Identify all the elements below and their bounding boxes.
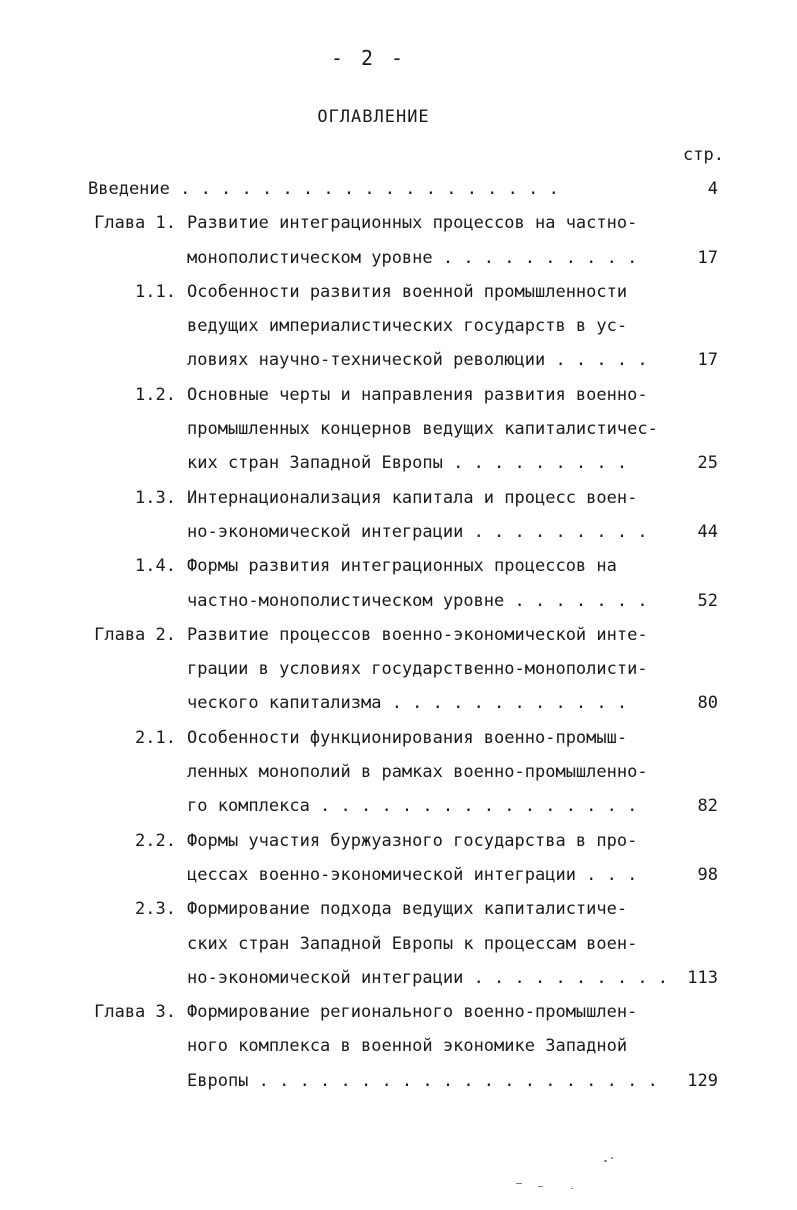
toc-entry-label: 1.4.	[135, 556, 176, 577]
toc-entry-text: Формы развития интеграционных процессов на	[187, 556, 617, 577]
scan-speck	[516, 1183, 522, 1184]
toc-entry-label: 2.2.	[135, 830, 176, 851]
toc-entry-text: Особенности функционирования военно-промыш-	[187, 727, 628, 748]
scan-speck	[571, 1188, 573, 1189]
toc-entry-page: 25	[697, 453, 718, 474]
toc-entry-page: 98	[697, 864, 718, 885]
page-number: - 2 -	[330, 46, 407, 70]
toc-entry-text: Формирование подхода ведущих капиталистиче-	[187, 899, 628, 920]
toc-entry-text: ловиях научно-технической революции . . . . .	[187, 350, 648, 371]
toc-line	[0, 721, 797, 755]
toc-line	[0, 584, 797, 618]
table-of-contents	[0, 172, 797, 1098]
toc-line	[0, 515, 797, 549]
toc-line	[0, 378, 797, 412]
toc-line	[0, 927, 797, 961]
toc-entry-page: 4	[707, 179, 718, 199]
toc-line	[0, 789, 797, 823]
page-column-label: стр.	[683, 145, 724, 165]
toc-line	[0, 858, 797, 892]
toc-line	[0, 241, 797, 275]
toc-entry-text: Интернационализация капитала и процесс воен-	[187, 487, 638, 508]
toc-entry-text: частно-монополистическом уровне . . . . . . .	[187, 590, 648, 611]
toc-line	[0, 618, 797, 652]
toc-line	[0, 172, 797, 206]
toc-entry-page: 17	[697, 350, 718, 371]
toc-entry	[0, 275, 797, 378]
scan-speck	[611, 1157, 613, 1159]
toc-entry-text: но-экономической интеграции . . . . . . . . . .	[187, 967, 669, 988]
toc-entry-label: Глава 2.	[94, 624, 176, 645]
scan-speck	[604, 1160, 607, 1162]
toc-entry	[0, 378, 797, 481]
toc-line	[0, 961, 797, 995]
toc-line	[0, 1029, 797, 1063]
toc-entry-page: 17	[697, 247, 718, 268]
toc-line	[0, 652, 797, 686]
toc-line	[0, 755, 797, 789]
toc-entry-text: Формирование регионального военно-промышлен-	[187, 1002, 638, 1023]
toc-entry-text: ких стран Западной Европы . . . . . . . . .	[187, 453, 628, 474]
toc-line	[0, 343, 797, 377]
toc-title: ОГЛАВЛЕНИЕ	[317, 107, 430, 127]
toc-entry	[0, 549, 797, 618]
toc-entry-page: 113	[687, 967, 718, 988]
toc-entry	[0, 206, 797, 275]
toc-line	[0, 995, 797, 1029]
toc-entry-text: Основные черты и направления развития военно-	[187, 384, 648, 405]
toc-entry	[0, 892, 797, 995]
toc-entry-text: Формы участия буржуазного государства в про-	[187, 830, 638, 851]
toc-entry-text: Введение . . . . . . . . . . . . . . . . . . .	[88, 179, 559, 199]
toc-line	[0, 446, 797, 480]
toc-line	[0, 892, 797, 926]
toc-entry	[0, 172, 797, 206]
toc-entry-text: ских стран Западной Европы к процессам воен-	[187, 933, 638, 954]
toc-entry-label: 1.3.	[135, 487, 176, 508]
toc-entry-label: 2.3.	[135, 899, 176, 920]
toc-line	[0, 481, 797, 515]
toc-entry-label: Глава 1.	[94, 213, 176, 234]
toc-entry-label: 2.1.	[135, 727, 176, 748]
toc-entry-label: 1.2.	[135, 384, 176, 405]
toc-line	[0, 412, 797, 446]
toc-line	[0, 686, 797, 720]
toc-entry-text: цессах военно-экономической интеграции . . .	[187, 864, 638, 885]
toc-entry-label: Глава 3.	[94, 1002, 176, 1023]
toc-entry-page: 129	[687, 1070, 718, 1091]
toc-line	[0, 309, 797, 343]
scan-speck	[538, 1186, 543, 1187]
toc-entry-text: ведущих империалистических государств в ус-	[187, 316, 628, 337]
toc-line	[0, 549, 797, 583]
toc-entry-text: Европы . . . . . . . . . . . . . . . . . . . .	[187, 1070, 658, 1091]
toc-entry-text: Особенности развития военной промышленности	[187, 281, 628, 302]
toc-entry	[0, 995, 797, 1098]
toc-entry-text: грации в условиях государственно-монополисти-	[187, 659, 648, 680]
toc-entry-text: ческого капитализма . . . . . . . . . . . .	[187, 693, 628, 714]
toc-entry-text: Развитие интеграционных процессов на частно-	[187, 213, 638, 234]
toc-line	[0, 1064, 797, 1098]
toc-entry-page: 52	[697, 590, 718, 611]
toc-entry-text: монополистическом уровне . . . . . . . . . .	[187, 247, 638, 268]
toc-entry	[0, 824, 797, 893]
toc-line	[0, 275, 797, 309]
toc-entry-text: ленных монополий в рамках военно-промышленно-	[187, 762, 648, 783]
toc-entry	[0, 721, 797, 824]
toc-entry-page: 80	[697, 693, 718, 714]
toc-line	[0, 824, 797, 858]
toc-line	[0, 206, 797, 240]
toc-entry-text: промышленных концернов ведущих капиталистичес-	[187, 419, 658, 440]
toc-entry-page: 44	[697, 521, 718, 542]
toc-entry-text: но-экономической интеграции . . . . . . . . .	[187, 521, 648, 542]
toc-entry-page: 82	[697, 796, 718, 817]
toc-entry	[0, 481, 797, 550]
toc-entry-text: го комплекса . . . . . . . . . . . . . . . .	[187, 796, 638, 817]
toc-entry-text: ного комплекса в военной экономике Западной	[187, 1036, 628, 1057]
toc-entry-label: 1.1.	[135, 281, 176, 302]
toc-entry	[0, 618, 797, 721]
toc-entry-text: Развитие процессов военно-экономической инте-	[187, 624, 648, 645]
